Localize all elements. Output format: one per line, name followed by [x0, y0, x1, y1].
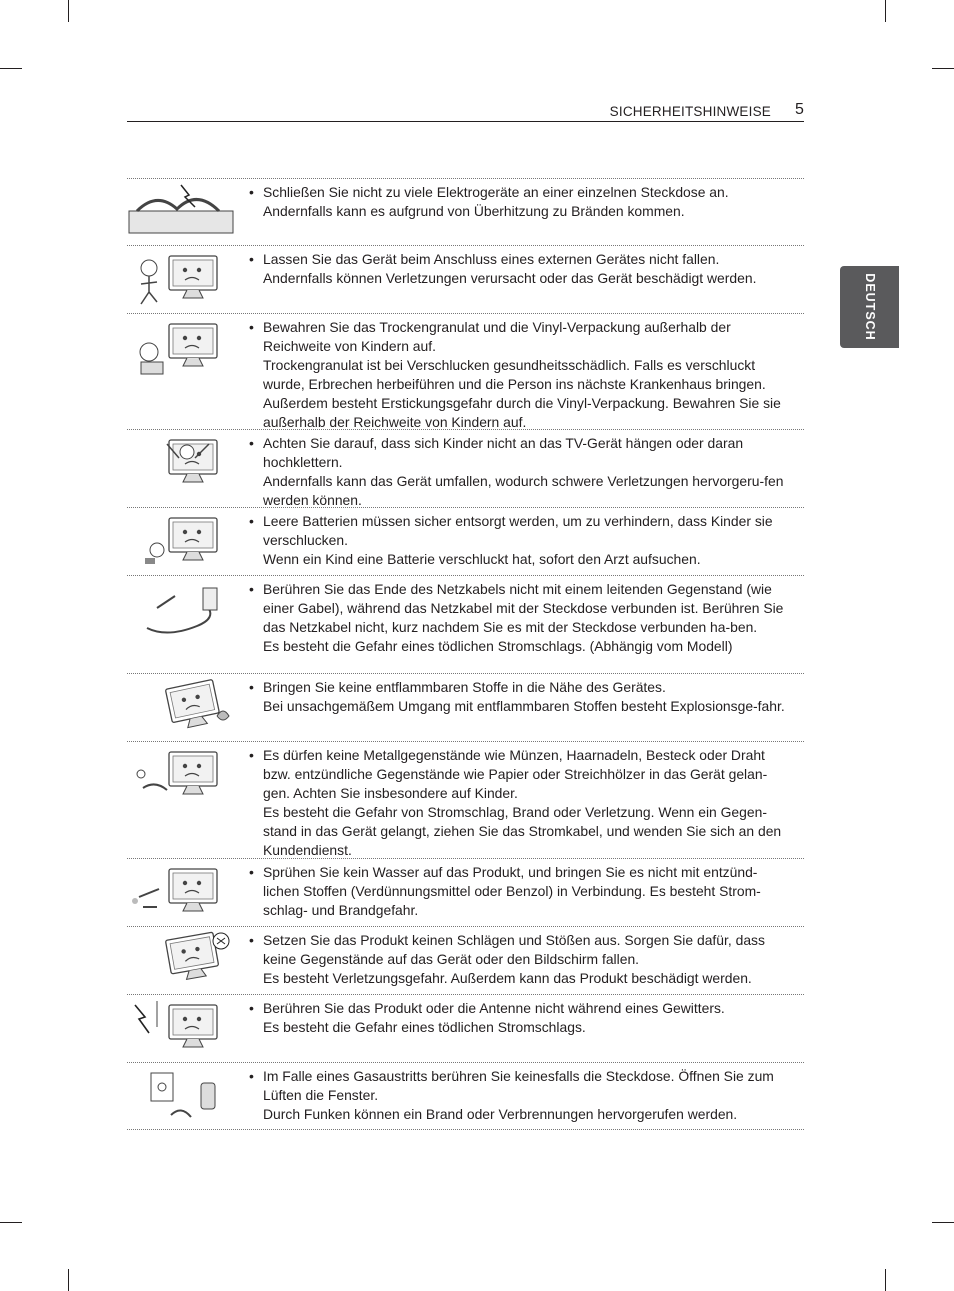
section-title: SICHERHEITSHINWEISE: [609, 104, 771, 119]
safety-item: [127, 673, 804, 741]
safety-item-line: Es besteht die Gefahr eines tödlichen Stromschlags.: [263, 1019, 586, 1035]
desiccant-child-icon: [127, 316, 239, 376]
crop-mark: [932, 1222, 954, 1223]
safety-item-text: [249, 576, 804, 660]
safety-item-line: Andernfalls kann das Gerät umfallen, wodurch schwere Verletzungen hervorgeru-fen werden können.: [263, 473, 784, 508]
safety-item-text: [249, 1063, 804, 1128]
crop-mark: [68, 1269, 69, 1291]
safety-item: [127, 507, 804, 575]
safety-item-line: Trockengranulat ist bei Verschlucken gesundheitsschädlich. Falls es verschluckt wurde, Erbrechen herbeiführen und die Person ins nächste Krankenhaus bringen. Außerdem besteht Erstickungsgefahr durch die Vinyl-Verpackung. Bewahren Sie sie außerhalb der Reichweite von Kindern auf.: [263, 357, 781, 430]
safety-item: [127, 313, 804, 429]
power-cord-fork-icon: [127, 578, 239, 638]
safety-item: [127, 245, 804, 313]
safety-item-line: • Bringen Sie keine entflammbaren Stoffe in die Nähe des Gerätes.: [263, 679, 666, 695]
flammable-substances-icon: [127, 676, 239, 736]
safety-item-line: • Berühren Sie das Produkt oder die Antenne nicht während eines Gewitters.: [263, 1000, 725, 1016]
crop-mark: [0, 1222, 22, 1223]
crop-mark: [932, 68, 954, 69]
child-climbing-tv-icon: [127, 432, 239, 492]
water-spray-icon: [127, 861, 239, 921]
safety-item: [127, 178, 804, 245]
metal-objects-icon: [127, 744, 239, 804]
safety-item-text: [249, 314, 804, 436]
safety-item: [127, 994, 804, 1062]
safety-item-text: [249, 674, 804, 720]
gas-leak-icon: [127, 1065, 239, 1125]
safety-item-line: • Sprühen Sie kein Wasser auf das Produkt, und bringen Sie es nicht mit entzünd-lichen Stoffen (Verdünnungsmittel oder Benzol) in Verbindung. Es besteht Strom-schlag- und Brandgefahr.: [263, 864, 761, 918]
safety-item-text: [249, 927, 804, 992]
safety-item-line: Durch Funken können ein Brand oder Verbrennungen hervorgerufen werden.: [263, 1106, 738, 1122]
safety-item-line: • Es dürfen keine Metallgegenstände wie Münzen, Haarnadeln, Besteck oder Draht bzw. entzündliche Gegenstände wie Papier oder Streichhölzer in das Gerät gelan-gen. Achten Sie insbesondere auf Kinder.: [263, 747, 768, 801]
safety-item-line: • Schließen Sie nicht zu viele Elektrogeräte an einer einzelnen Steckdose an.: [263, 184, 729, 200]
safety-item-line: • Bewahren Sie das Trockengranulat und die Vinyl-Verpackung außerhalb der Reichweite von Kindern auf.: [263, 319, 731, 354]
overloaded-outlet-icon: [127, 181, 239, 241]
safety-item-text: [249, 742, 804, 864]
dropped-tv-icon: [127, 248, 239, 308]
safety-item: [127, 926, 804, 994]
safety-item-line: Es besteht Verletzungsgefahr. Außerdem kann das Produkt beschädigt werden.: [263, 970, 752, 986]
safety-item-line: • Leere Batterien müssen sicher entsorgt werden, um zu verhindern, dass Kinder sie verschlucken.: [263, 513, 773, 548]
crop-mark: [885, 1269, 886, 1291]
safety-item-line: Wenn ein Kind eine Batterie verschluckt hat, sofort den Arzt aufsuchen.: [263, 551, 701, 567]
safety-item-text: [249, 430, 804, 514]
safety-item-line: • Setzen Sie das Produkt keinen Schlägen und Stößen aus. Sorgen Sie dafür, dass keine Gegenstände auf das Gerät oder den Bildschirm fallen.: [263, 932, 765, 967]
safety-item: [127, 741, 804, 858]
safety-item-text: [249, 246, 804, 292]
safety-item-line: • Lassen Sie das Gerät beim Anschluss eines externen Gerätes nicht fallen.: [263, 251, 720, 267]
safety-item: [127, 575, 804, 673]
crop-mark: [885, 0, 886, 22]
battery-child-icon: [127, 510, 239, 570]
safety-item-line: • Achten Sie darauf, dass sich Kinder nicht an das TV-Gerät hängen oder daran hochklettern.: [263, 435, 744, 470]
lightning-storm-icon: [127, 997, 239, 1057]
safety-item-text: [249, 508, 804, 573]
crop-mark: [68, 0, 69, 22]
language-tab-label: DEUTSCH: [862, 273, 877, 341]
safety-item: [127, 429, 804, 507]
safety-item: [127, 858, 804, 926]
safety-item-text: [249, 859, 804, 924]
safety-item-line: Andernfalls kann es aufgrund von Überhitzung zu Bränden kommen.: [263, 203, 685, 219]
safety-item-text: [249, 179, 804, 225]
safety-item: [127, 1062, 804, 1130]
header-divider: [127, 121, 804, 122]
safety-item-line: • Im Falle eines Gasaustritts berühren Sie keinesfalls die Steckdose. Öffnen Sie zum Lüften die Fenster.: [263, 1068, 774, 1103]
language-tab: [840, 266, 899, 348]
safety-item-line: Andernfalls können Verletzungen verursacht oder das Gerät beschädigt werden.: [263, 270, 757, 286]
crop-mark: [0, 68, 22, 69]
ball-impact-icon: [127, 929, 239, 989]
page-number: 5: [795, 101, 804, 118]
safety-item-line: • Berühren Sie das Ende des Netzkabels nicht mit einem leitenden Gegenstand (wie einer Gabel), während das Netzkabel mit der Steckdose verbunden ist. Berühren Sie das Netzkabel nicht, kurz nachdem Sie es mit der Steckdose verbunden ha-ben.: [263, 581, 784, 635]
safety-item-line: Bei unsachgemäßem Umgang mit entflammbaren Stoffen besteht Explosionsge-fahr.: [263, 698, 785, 714]
safety-item-line: Es besteht die Gefahr von Stromschlag, Brand oder Verletzung. Wenn ein Gegen-stand in das Gerät gelangt, ziehen Sie das Stromkabel, und wenden Sie sich an den Kundendienst.: [263, 804, 782, 858]
safety-list: [127, 178, 804, 1130]
safety-item-text: [249, 995, 804, 1041]
safety-item-line: Es besteht die Gefahr eines tödlichen Stromschlags. (Abhängig vom Modell): [263, 638, 733, 654]
